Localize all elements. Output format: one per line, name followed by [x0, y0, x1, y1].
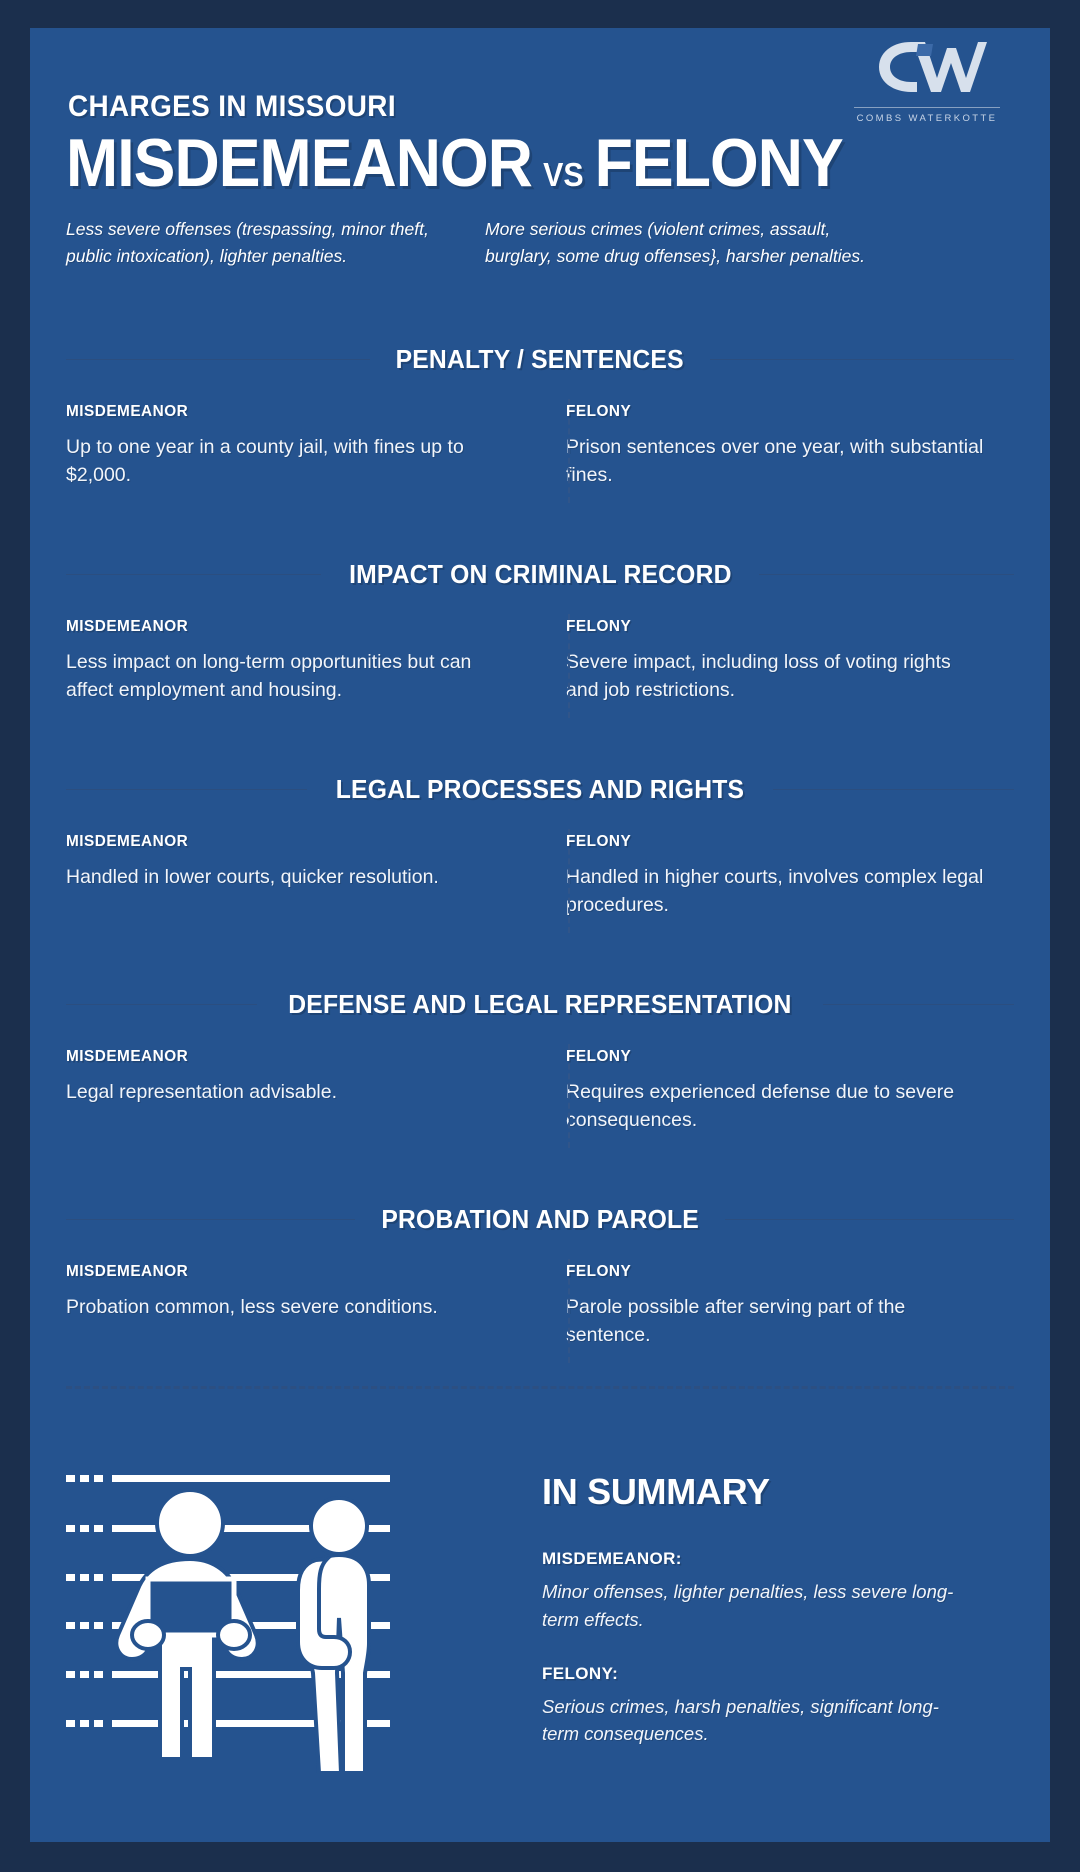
column-text-felony: Prison sentences over one year, with substantial fines. [566, 436, 984, 486]
section-rule-left [66, 359, 370, 360]
column-label-felony: FELONY [566, 403, 632, 420]
column-label-felony: FELONY [566, 1263, 632, 1280]
cw-monogram-icon [852, 36, 1002, 103]
section-header [30, 559, 1050, 590]
section-rule-left [66, 1219, 355, 1220]
column-label-felony: FELONY [566, 618, 632, 635]
section-columns [30, 618, 1050, 704]
column-label-misdemeanor: MISDEMEANOR [66, 618, 189, 635]
column-misdemeanor [66, 1048, 486, 1134]
logo-wordmark: COMBS WATERKOTTE [856, 113, 998, 124]
column-text-felony: Handled in higher courts, involves complex legal procedures. [566, 866, 984, 916]
section-rule-right [725, 1219, 1014, 1220]
section-impact-on-criminal-record [30, 559, 1050, 704]
column-text-misdemeanor: Less impact on long-term opportunities but can affect employment and housing. [66, 651, 472, 701]
column-text-misdemeanor: Probation common, less severe conditions. [66, 1296, 438, 1318]
title-felony: FELONY [594, 125, 843, 201]
lede-misdemeanor: Less severe offenses (trespassing, minor theft, public intoxication), lighter penalties. [66, 219, 429, 267]
column-label-misdemeanor: MISDEMEANOR [66, 403, 189, 420]
section-rule-left [66, 574, 321, 575]
section-rule-right [759, 574, 1014, 575]
section-rule-left [66, 1004, 257, 1005]
column-text-misdemeanor: Up to one year in a county jail, with fines up to $2,000. [66, 436, 464, 486]
section-title: LEGAL PROCESSES AND RIGHTS [335, 774, 745, 804]
section-columns [30, 833, 1050, 919]
column-misdemeanor [66, 618, 486, 704]
title-misdemeanor: MISDEMEANOR [66, 125, 533, 201]
column-text-felony: Parole possible after serving part of the sentence. [566, 1296, 906, 1346]
summary-title: IN SUMMARY [542, 1471, 770, 1512]
summary-text-felony: Serious crimes, harsh penalties, significant long-term consequences. [542, 1695, 939, 1745]
summary-divider [66, 1386, 1014, 1389]
police-lineup-illustration [60, 1443, 480, 1773]
section-probation-and-parole [30, 1204, 1050, 1349]
section-columns [30, 403, 1050, 489]
summary-text-misdemeanor: Minor offenses, lighter penalties, less severe long-term effects. [542, 1581, 954, 1630]
section-columns [30, 1263, 1050, 1349]
poster-header [30, 28, 1050, 296]
lede-felony: More serious crimes (violent crimes, assault, burglary, some drug offenses}, harsher penalties. [485, 219, 866, 267]
section-defense-and-legal-representation [30, 989, 1050, 1134]
section-header [30, 344, 1050, 375]
column-text-misdemeanor: Handled in lower courts, quicker resolution. [66, 866, 439, 888]
column-label-misdemeanor: MISDEMEANOR [66, 1048, 189, 1065]
column-felony [566, 1263, 986, 1349]
title-vs: VS [543, 156, 584, 193]
logo-divider [854, 107, 1000, 108]
page-title [66, 124, 843, 202]
section-header [30, 1204, 1050, 1235]
column-felony [566, 618, 986, 704]
section-rule-left [66, 789, 307, 790]
poster-canvas [30, 28, 1050, 1842]
column-label-felony: FELONY [566, 833, 632, 850]
section-title: IMPACT ON CRIMINAL RECORD [348, 559, 732, 589]
section-header [30, 774, 1050, 805]
column-felony [566, 403, 986, 489]
section-rule-right [823, 1004, 1014, 1005]
summary-label-misdemeanor: MISDEMEANOR: [542, 1549, 682, 1568]
column-text-felony: Requires experienced defense due to severe consequences. [566, 1081, 955, 1131]
section-columns [30, 1048, 1050, 1134]
page-kicker: CHARGES IN MISSOURI [68, 90, 396, 123]
summary-label-felony: FELONY: [542, 1663, 619, 1683]
column-text-misdemeanor: Legal representation advisable. [66, 1081, 338, 1103]
section-title: DEFENSE AND LEGAL REPRESENTATION [288, 989, 792, 1019]
column-label-misdemeanor: MISDEMEANOR [66, 1263, 189, 1280]
column-label-felony: FELONY [566, 1048, 632, 1065]
column-felony [566, 833, 986, 919]
section-rule-right [773, 789, 1014, 790]
column-text-felony: Severe impact, including loss of voting rights and job restrictions. [566, 651, 951, 701]
column-misdemeanor [66, 403, 486, 489]
column-felony [566, 1048, 986, 1134]
summary-section [30, 1423, 1050, 1843]
summary-body [542, 1471, 962, 1748]
section-legal-processes-and-rights [30, 774, 1050, 919]
column-misdemeanor [66, 833, 486, 919]
column-label-misdemeanor: MISDEMEANOR [66, 833, 189, 850]
brand-logo [852, 36, 1002, 124]
section-title: PROBATION AND PAROLE [381, 1204, 699, 1234]
section-penalty-sentences [30, 344, 1050, 489]
column-misdemeanor [66, 1263, 486, 1349]
section-rule-right [710, 359, 1014, 360]
section-header [30, 989, 1050, 1020]
section-title: PENALTY / SENTENCES [395, 344, 685, 374]
